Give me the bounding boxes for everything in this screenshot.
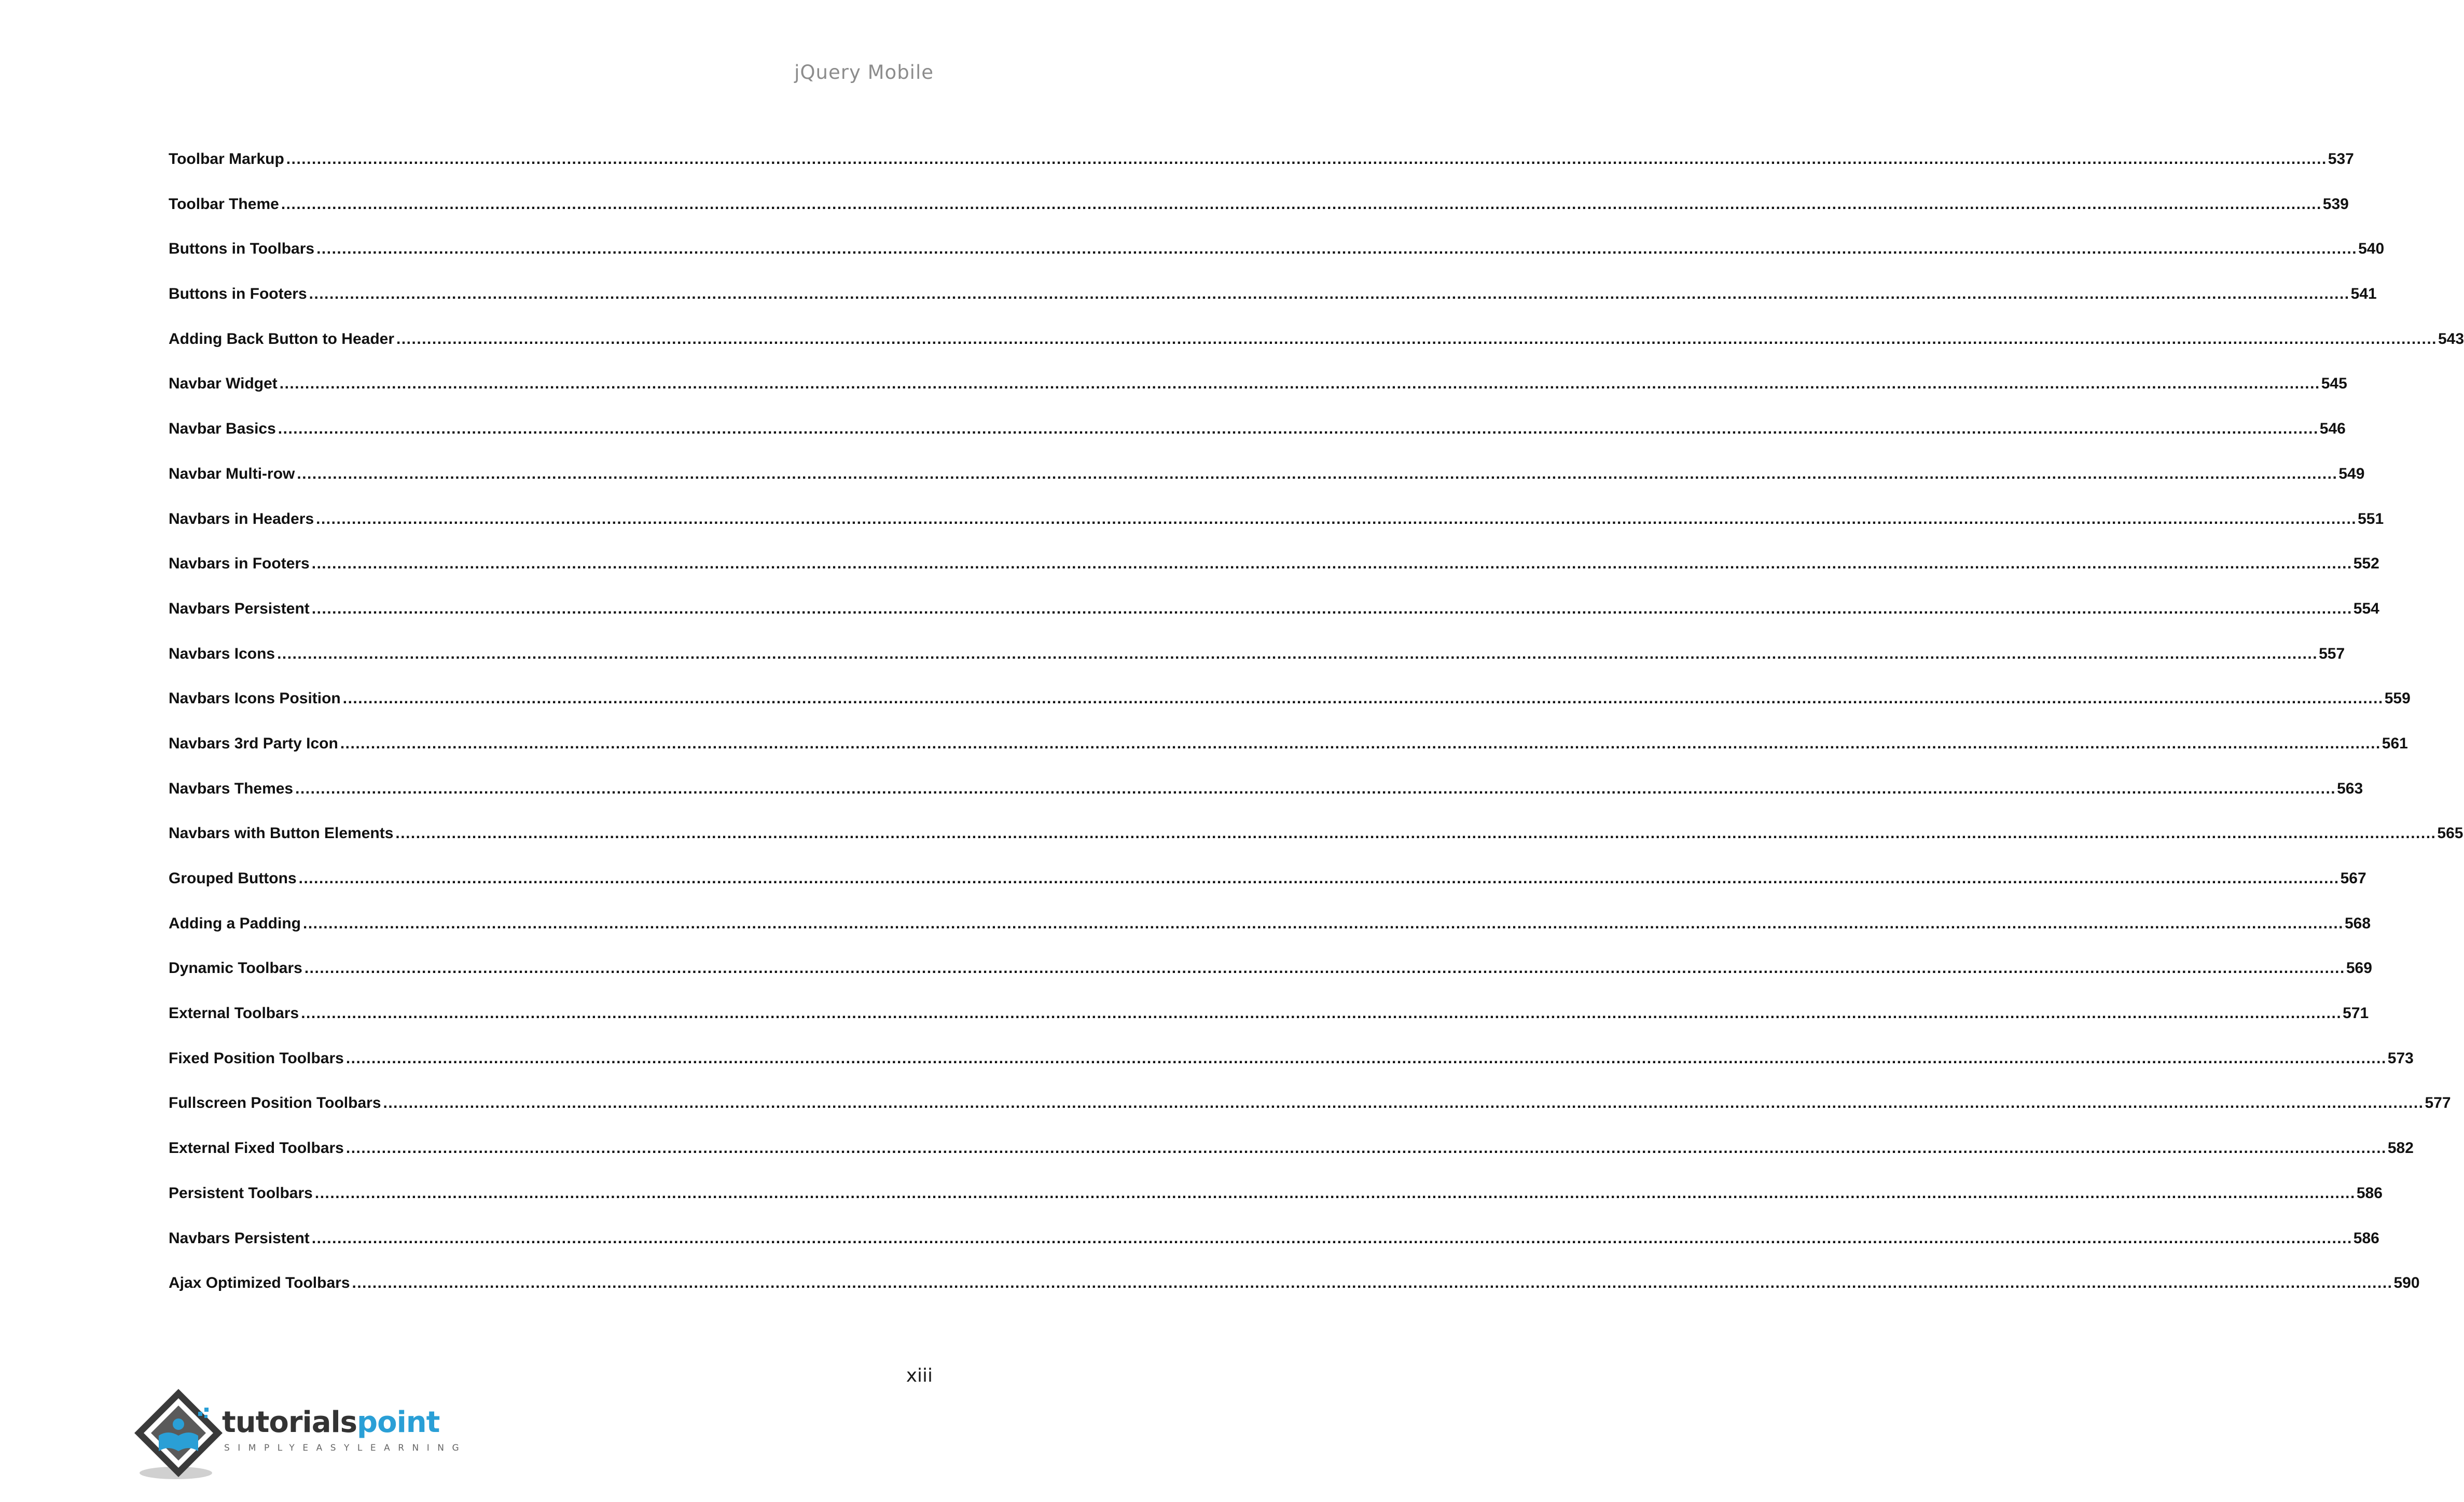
toc-entry-page: 571 (2343, 1005, 2369, 1022)
toc-leader-dots: ................................................................................................................................................................................................................................................................................................................................................................................................................ (316, 510, 2357, 527)
toc-leader-dots: ................................................................................................................................................................................................................................................................................................................................................................................................................ (383, 1094, 2424, 1112)
toc-entry-page: 543 (2438, 330, 2464, 347)
toc-entry[interactable] (169, 1274, 2420, 1319)
toc-entry-page: 551 (2358, 510, 2384, 527)
toc-entry[interactable] (169, 734, 2408, 780)
toc-leader-dots: ................................................................................................................................................................................................................................................................................................................................................................................................................ (396, 330, 2437, 347)
toc-entry-page: 540 (2358, 240, 2385, 258)
toc-entry-title: Fixed Position Toolbars (169, 1049, 344, 1067)
toc-entry-title: Adding Back Button to Header (169, 330, 395, 347)
toc-entry[interactable] (169, 1094, 2451, 1139)
toc-entry[interactable] (169, 870, 2366, 915)
toc-entry-page: 563 (2337, 780, 2363, 797)
toc-entry[interactable] (169, 690, 2411, 735)
toc-entry[interactable] (169, 1184, 2383, 1230)
toc-entry[interactable] (169, 959, 2372, 1005)
toc-leader-dots: ................................................................................................................................................................................................................................................................................................................................................................................................................ (316, 240, 2358, 258)
toc-leader-dots: ................................................................................................................................................................................................................................................................................................................................................................................................................ (345, 1139, 2387, 1157)
toc-entry-page: 559 (2384, 690, 2411, 707)
toc-entry-page: 545 (2321, 375, 2347, 393)
toc-leader-dots: ................................................................................................................................................................................................................................................................................................................................................................................................................ (277, 645, 2318, 662)
toc-entry-page: 537 (2328, 150, 2354, 168)
toc-leader-dots: ................................................................................................................................................................................................................................................................................................................................................................................................................ (342, 690, 2384, 707)
toc-entry[interactable] (169, 375, 2347, 420)
toc-entry-title: Grouped Buttons (169, 870, 297, 887)
toc-entry[interactable] (169, 195, 2349, 241)
toc-leader-dots: ................................................................................................................................................................................................................................................................................................................................................................................................................ (303, 914, 2344, 932)
toc-entry-page: 541 (2350, 285, 2377, 303)
toc-entry[interactable] (169, 240, 2385, 285)
toc-entry-title: Navbars in Footers (169, 555, 310, 573)
toc-entry-title: Buttons in Footers (169, 285, 307, 303)
toc-entry-page: 590 (2393, 1274, 2420, 1292)
toc-leader-dots: ................................................................................................................................................................................................................................................................................................................................................................................................................ (286, 150, 2327, 168)
toc-leader-dots: ................................................................................................................................................................................................................................................................................................................................................................................................................ (295, 780, 2336, 797)
toc-entry[interactable] (169, 1005, 2369, 1050)
toc-entry-title: Fullscreen Position Toolbars (169, 1094, 381, 1112)
toc-entry-title: Ajax Optimized Toolbars (169, 1274, 350, 1292)
toc-entry-title: Navbars Persistent (169, 1229, 310, 1247)
toc-entry-title: Navbars Persistent (169, 600, 310, 617)
toc-entry-page: 546 (2319, 420, 2346, 438)
toc-leader-dots: ................................................................................................................................................................................................................................................................................................................................................................................................................ (298, 870, 2340, 887)
logo-tagline: SIMPLYEASYLEARNING (224, 1443, 467, 1453)
toc-entry-page: 557 (2319, 645, 2345, 662)
tutorialspoint-logo (127, 1385, 467, 1483)
toc-entry-page: 582 (2387, 1139, 2414, 1157)
running-header-title: jQuery Mobile (794, 61, 934, 84)
table-of-contents (169, 150, 2464, 1319)
toc-entry[interactable] (169, 825, 2463, 870)
toc-leader-dots: ................................................................................................................................................................................................................................................................................................................................................................................................................ (340, 734, 2381, 752)
toc-entry-page: 573 (2387, 1049, 2414, 1067)
toc-entry[interactable] (169, 465, 2365, 510)
toc-leader-dots: ................................................................................................................................................................................................................................................................................................................................................................................................................ (278, 420, 2319, 438)
toc-entry[interactable] (169, 600, 2379, 645)
page-number: xiii (906, 1365, 933, 1386)
toc-entry-title: Navbars Themes (169, 780, 294, 797)
toc-leader-dots: ................................................................................................................................................................................................................................................................................................................................................................................................................ (395, 825, 2437, 842)
toc-entry-title: Navbar Widget (169, 375, 278, 393)
toc-entry-title: Navbars 3rd Party Icon (169, 734, 338, 752)
toc-entry-page: 552 (2353, 555, 2379, 573)
logo-word-part1: tutorials (222, 1406, 357, 1439)
toc-entry-title: Navbars Icons (169, 645, 275, 662)
toc-entry-title: Navbar Multi-row (169, 465, 295, 482)
toc-leader-dots: ................................................................................................................................................................................................................................................................................................................................................................................................................ (279, 375, 2320, 393)
toc-leader-dots: ................................................................................................................................................................................................................................................................................................................................................................................................................ (301, 1005, 2342, 1022)
toc-entry[interactable] (169, 285, 2377, 330)
toc-entry[interactable] (169, 420, 2346, 465)
toc-entry[interactable] (169, 1229, 2379, 1275)
toc-leader-dots: ................................................................................................................................................................................................................................................................................................................................................................................................................ (311, 600, 2352, 617)
toc-entry[interactable] (169, 645, 2345, 690)
toc-entry-title: Persistent Toolbars (169, 1184, 313, 1202)
toc-entry-title: Buttons in Toolbars (169, 240, 315, 258)
toc-entry[interactable] (169, 330, 2464, 376)
toc-entry[interactable] (169, 780, 2363, 825)
toc-entry-title: Navbar Basics (169, 420, 276, 438)
toc-entry-title: Adding a Padding (169, 914, 301, 932)
toc-entry-title: External Fixed Toolbars (169, 1139, 344, 1157)
toc-leader-dots: ................................................................................................................................................................................................................................................................................................................................................................................................................ (309, 285, 2350, 303)
toc-leader-dots: ................................................................................................................................................................................................................................................................................................................................................................................................................ (311, 555, 2352, 573)
toc-entry[interactable] (169, 1139, 2414, 1185)
toc-entry[interactable] (169, 555, 2379, 600)
toc-leader-dots: ................................................................................................................................................................................................................................................................................................................................................................................................................ (314, 1184, 2356, 1202)
toc-entry-page: 586 (2356, 1184, 2383, 1202)
toc-leader-dots: ................................................................................................................................................................................................................................................................................................................................................................................................................ (352, 1274, 2393, 1292)
toc-leader-dots: ................................................................................................................................................................................................................................................................................................................................................................................................................ (311, 1229, 2352, 1247)
toc-leader-dots: ................................................................................................................................................................................................................................................................................................................................................................................................................ (345, 1049, 2387, 1067)
logo-word-part2: point (357, 1406, 440, 1439)
toc-entry-title: Dynamic Toolbars (169, 959, 302, 977)
toc-leader-dots: ................................................................................................................................................................................................................................................................................................................................................................................................................ (281, 195, 2322, 213)
toc-entry-page: 567 (2340, 870, 2366, 887)
toc-leader-dots: ................................................................................................................................................................................................................................................................................................................................................................................................................ (297, 465, 2338, 482)
toc-entry-page: 565 (2437, 825, 2463, 842)
toc-entry-page: 554 (2353, 600, 2379, 617)
toc-entry-page: 549 (2338, 465, 2365, 482)
toc-entry-title: Navbars with Button Elements (169, 825, 394, 842)
toc-entry-title: Navbars in Headers (169, 510, 314, 527)
toc-entry-page: 577 (2425, 1094, 2451, 1112)
toc-entry-page: 586 (2353, 1229, 2379, 1247)
toc-entry-page: 569 (2346, 959, 2372, 977)
logo-wordmark (222, 1406, 439, 1439)
toc-entry-title: Toolbar Markup (169, 150, 284, 168)
toc-entry[interactable] (169, 1049, 2414, 1095)
toc-entry-title: Toolbar Theme (169, 195, 279, 213)
toc-entry-page: 539 (2322, 195, 2349, 213)
toc-leader-dots: ................................................................................................................................................................................................................................................................................................................................................................................................................ (304, 959, 2345, 977)
toc-entry-page: 568 (2344, 914, 2371, 932)
toc-entry[interactable] (169, 510, 2384, 555)
toc-entry[interactable] (169, 150, 2354, 196)
toc-entry-title: Navbars Icons Position (169, 690, 341, 707)
toc-entry-page: 561 (2382, 734, 2408, 752)
toc-entry[interactable] (169, 914, 2371, 960)
logo-mark-icon (127, 1385, 230, 1483)
toc-entry-title: External Toolbars (169, 1005, 299, 1022)
